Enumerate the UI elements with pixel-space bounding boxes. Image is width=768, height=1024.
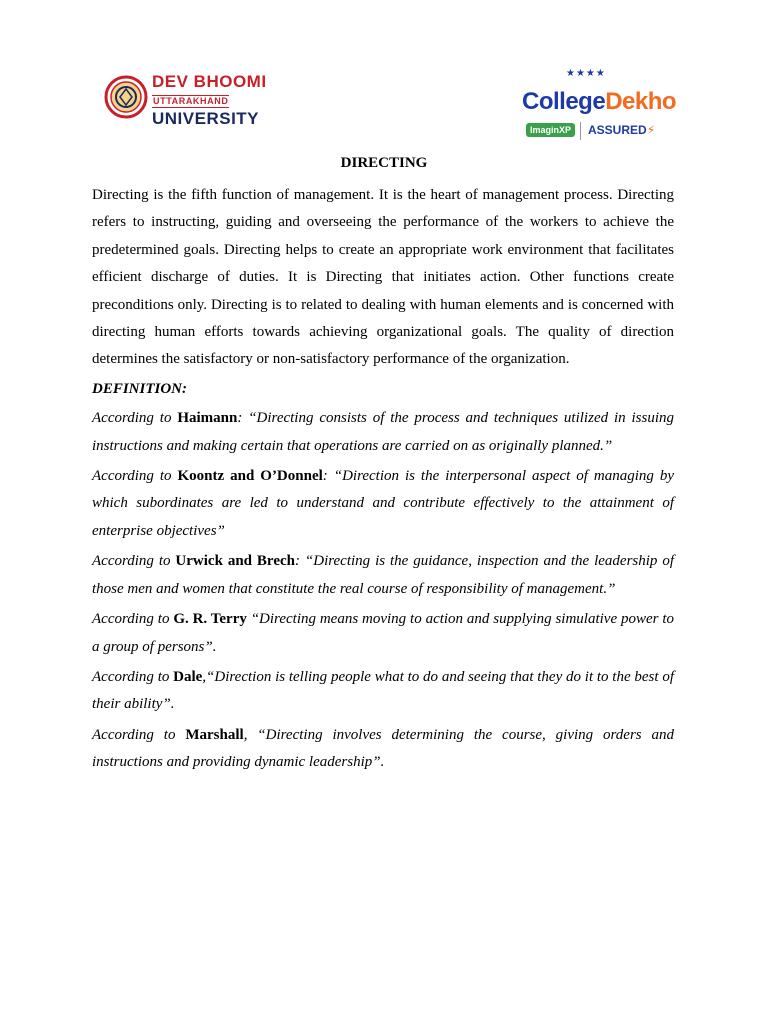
definition-text: “Directing means moving to action and supplying simulative power to a group of persons”. xyxy=(92,611,674,655)
logo-line-dev-bhoomi: DEV BHOOMI xyxy=(152,72,267,91)
page-title: DIRECTING xyxy=(340,155,428,171)
assured-label xyxy=(588,123,655,137)
definition-prefix: According to xyxy=(92,668,174,685)
imaginxp-badge: ImaginXP xyxy=(526,123,575,137)
collegedekho-logo xyxy=(520,68,677,148)
wordmark-dekho: Dekho xyxy=(605,88,677,115)
definition-text: : “Direction is the interpersonal aspect of managing by which subordinates are led to understand and contribute effectively to the attainment of enterprise objectives” xyxy=(92,468,675,539)
definition-marshall xyxy=(92,722,674,777)
definition-author: Urwick and Brech xyxy=(175,553,295,570)
definition-prefix: According to xyxy=(92,410,178,427)
logo-line-university: UNIVERSITY xyxy=(152,109,260,128)
logo-divider xyxy=(580,122,581,140)
definition-author: Marshall xyxy=(185,726,244,743)
stars-icon: ★★★★ xyxy=(566,68,606,79)
definition-prefix: According to xyxy=(92,468,178,485)
assured-text: ASSURED xyxy=(588,123,647,137)
collegedekho-wordmark xyxy=(522,88,676,116)
definition-prefix: According to xyxy=(92,726,186,743)
definition-author: Haimann xyxy=(177,410,238,427)
definition-dale xyxy=(92,664,674,719)
intro-paragraph: Directing is the fifth function of management. It is the heart of management process. Directing refers to instructing, guiding and overseeing the performance of the workers to achieve the predetermined goals. Directing helps to create an appropriate work environment that facilitates efficient discharge of duties. It is Directing that initiates action. Other functions create preconditions only. Directing is to related to dealing with human elements and is concerned with directing human efforts towards achieving organizational goals. The quality of direction determines the satisfactory or non-satisfactory performance of the organization. xyxy=(92,187,674,368)
definition-prefix: According to xyxy=(92,611,174,628)
definition-text: : “Directing is the guidance, inspection and the leadership of those men and women that constitute the real course of responsibility of management.” xyxy=(92,553,674,597)
university-emblem-icon xyxy=(104,75,148,119)
definition-text: ,“Direction is telling people what to do and seeing that they do it to the best of their ability”. xyxy=(92,668,674,713)
definition-author: G. R. Terry xyxy=(173,611,247,628)
definition-haimann xyxy=(92,405,674,460)
definition-author: Dale xyxy=(173,668,203,685)
document-body xyxy=(92,182,674,780)
definition-koontz xyxy=(92,463,674,545)
dev-bhoomi-logo xyxy=(104,72,274,128)
definition-text: : “Directing consists of the process and techniques utilized in issuing instructions and making certain that operations are carried on as originally planned.” xyxy=(92,410,675,454)
definition-prefix: According to xyxy=(92,553,176,570)
definition-heading: DEFINITION: xyxy=(92,380,188,397)
wordmark-college: College xyxy=(522,88,606,115)
definition-text: , “Directing involves determining the course, giving orders and instructions and providing dynamic leadership”. xyxy=(92,726,675,771)
definition-terry xyxy=(92,606,674,661)
logo-line-uttarakhand: UTTARAKHAND xyxy=(153,96,229,106)
definition-author: Koontz and O’Donnel xyxy=(177,468,323,485)
bolt-icon: ⚡ xyxy=(646,123,656,137)
definition-urwick xyxy=(92,548,674,603)
